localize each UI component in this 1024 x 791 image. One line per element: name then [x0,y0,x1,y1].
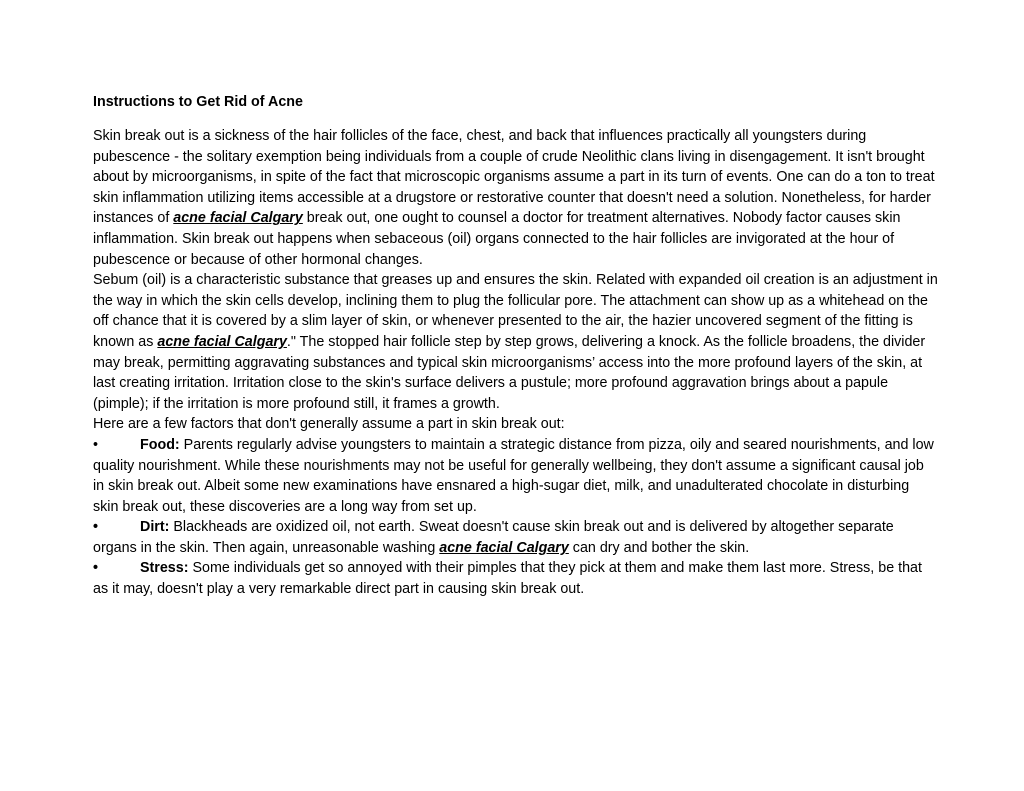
bullet-text-dirt-b: can dry and bother the skin. [568,539,750,556]
paragraph-sebum [93,270,938,414]
bullet-label-dirt: Dirt: [140,519,170,536]
bullet-marker: • [93,519,99,536]
paragraph-intro-text-b: break out, one ought to counsel a doctor for treatment alternatives. Nobody factor causes skin inflammation. Skin break out happens when sebaceous (oil) organs connected to the hair follicles are invigorated at the hour of pubescence or because of other hormonal changes. [93,210,901,268]
bullet-label-food: Food: [140,436,180,453]
document-page [93,92,938,600]
bullet-marker: • [93,560,99,577]
paragraph-factors-intro: Here are a few factors that don't generally assume a part in skin break out: [93,416,565,433]
bullet-item-stress [93,558,938,599]
bullet-text-stress: Some individuals get so annoyed with their pimples that they pick at them and make them last more. Stress, be that as it may, doesn't play a very remarkable direct part in causing skin break out. [93,560,922,598]
paragraph-sebum-text-a: Sebum (oil) is a characteristic substance that greases up and ensures the skin. Related with expanded oil creation is an adjustment in the way in which the skin cells develop, inclining them to plug the follicular pore. The attachment can show up as a whitehead on the off chance that it is covered by a slim layer of skin, or whenever presented to the air, the hazier uncovered segment of the fitting is known as [93,272,938,350]
bullet-label-stress: Stress: [140,560,189,577]
paragraph-intro-text-a: Skin break out is a sickness of the hair follicles of the face, chest, and back that influences practically all youngsters during pubescence - the solitary exemption being individuals from a couple of crude Neolithic clans living in disengagement. It isn't brought about by microorganisms, in spite of the fact that microscopic organisms assume a part in its turn of events. One can do a ton to treat skin inflammation utilizing items accessible at a drugstore or restorative counter that doesn't need a solution. Nonetheless, for harder instances of [93,128,935,227]
bullet-marker: • [93,436,99,453]
acne-facial-calgary-link[interactable]: acne facial Calgary [439,539,569,556]
paragraph-sebum-text-b: ." The stopped hair follicle step by step grows, delivering a knock. As the follicle broadens, the divider may break, permitting aggravating substances and typical skin microorganisms’ access into the more profound layers of the skin, at last creating irritation. Irritation close to the skin's surface delivers a pustule; more profound aggravation brings about a papule (pimple); if the irritation is more profound still, it frames a growth. [93,333,926,412]
bullet-text-food: Parents regularly advise youngsters to maintain a strategic distance from pizza, oily and seared nourishments, and low quality nourishment. While these nourishments may not be useful for generally wellbeing, they don't assume a significant causal job in skin break out. Albeit some new examinations have ensnared a high-sugar diet, milk, and unadulterated chocolate in disturbing skin break out, these discoveries are a long way from set up. [93,436,934,515]
bullet-text-dirt-a: Blackheads are oxidized oil, not earth. Sweat doesn't cause skin break out and is delivered by altogether separate organs in the skin. Then again, unreasonable washing [93,519,894,556]
document-title: Instructions to Get Rid of Acne [93,94,303,110]
paragraph-intro [93,126,938,270]
bullet-item-dirt [93,517,938,558]
acne-facial-calgary-link[interactable]: acne facial Calgary [157,333,287,350]
bullet-item-food [93,435,938,517]
acne-facial-calgary-link[interactable]: acne facial Calgary [173,210,303,227]
